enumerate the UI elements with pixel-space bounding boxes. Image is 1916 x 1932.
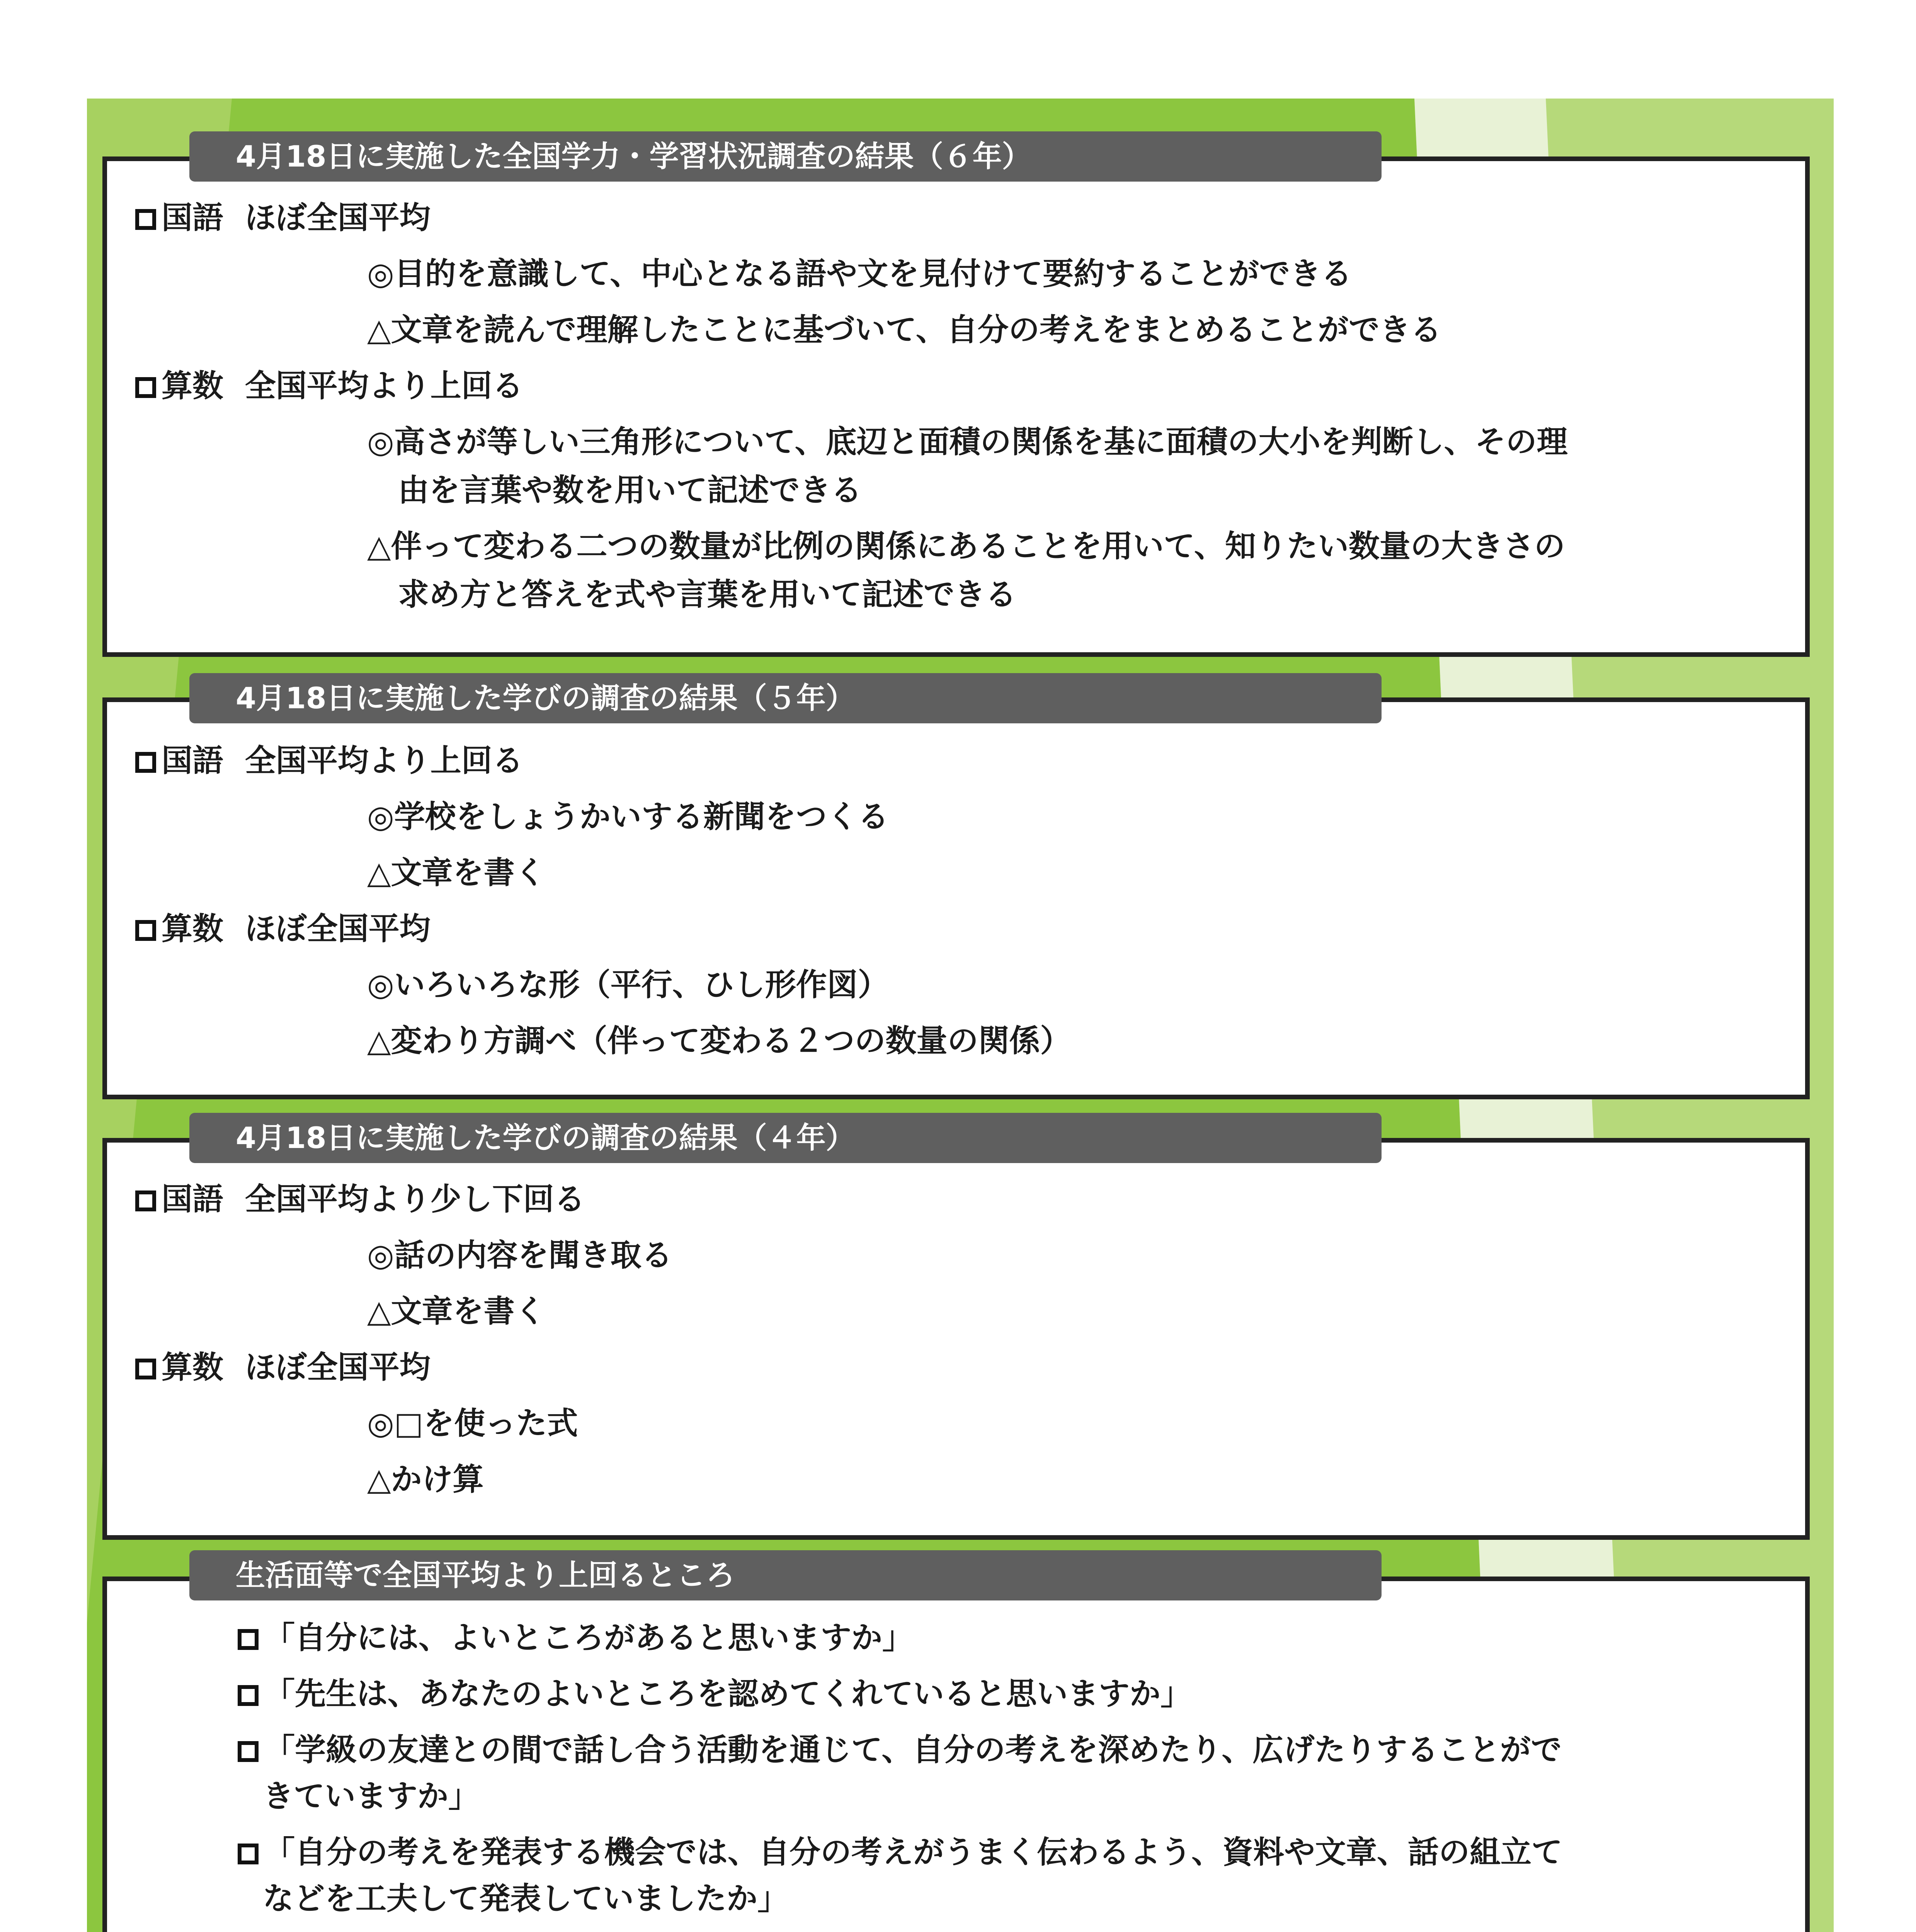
grade4-title: 4月18日に実施した学びの調査の結果（４年） <box>189 1113 1382 1163</box>
grade5-kokugo-weak: △文章を書く <box>367 855 546 891</box>
double-circle-icon: ◎ <box>367 1237 394 1273</box>
grade5-sansu-row: 算数 ほぼ全国平均 <box>135 912 431 946</box>
grade5-sansu-weak: △変わり方調べ（伴って変わる２つの数量の関係） <box>367 1023 1071 1059</box>
grade5-kokugo-row: 国語 全国平均より上回る <box>135 744 523 778</box>
life-item-cont: きていますか」 <box>263 1778 479 1814</box>
grade6-sansu-weak: △伴って変わる二つの数量が比例の関係にあることを用いて、知りたい数量の大きさの <box>367 528 1565 564</box>
grade4-kokugo-row: 国語 全国平均より少し下回る <box>135 1182 585 1216</box>
checkbox-icon <box>135 1190 156 1211</box>
triangle-icon: △ <box>367 855 391 891</box>
grade5-sansu-good: ◎いろいろな形（平行、ひし形作図） <box>367 967 889 1003</box>
grade6-sansu-row: 算数 全国平均より上回る <box>135 369 523 403</box>
checkbox-icon <box>135 752 156 773</box>
checkbox-icon <box>238 1741 259 1762</box>
grade6-sansu-good-cont: 由を言葉や数を用いて記述できる <box>398 472 862 508</box>
checkbox-icon <box>238 1629 259 1650</box>
double-circle-icon: ◎ <box>367 424 394 460</box>
life-title: 生活面等で全国平均より上回るところ <box>189 1550 1382 1600</box>
grade6-title: 4月18日に実施した全国学力・学習状況調査の結果（６年） <box>189 131 1382 182</box>
life-item: 「自分の考えを発表する機会では、自分の考えがうまく伝わるよう、資料や文章、話の組立て <box>238 1835 1562 1869</box>
grade4-kokugo-good: ◎話の内容を聞き取る <box>367 1237 672 1273</box>
double-circle-icon: ◎ <box>367 1405 394 1441</box>
triangle-icon: △ <box>367 528 391 564</box>
grade6-kokugo-good: ◎目的を意識して、中心となる語や文を見付けて要約することができる <box>367 256 1352 292</box>
checkbox-icon <box>135 1359 156 1379</box>
grade4-sansu-weak: △かけ算 <box>367 1461 484 1497</box>
triangle-icon: △ <box>367 312 391 348</box>
triangle-icon: △ <box>367 1461 391 1497</box>
double-circle-icon: ◎ <box>367 799 394 835</box>
grade6-kokugo-weak: △文章を読んで理解したことに基づいて、自分の考えをまとめることができる <box>367 312 1441 348</box>
life-item: 「学級の友達との間で話し合う活動を通じて、自分の考えを深めたり、広げたりすることがで <box>238 1733 1562 1767</box>
grade6-sansu-weak-cont: 求め方と答えを式や言葉を用いて記述できる <box>398 577 1016 612</box>
grade4-kokugo-weak: △文章を書く <box>367 1293 546 1329</box>
checkbox-icon <box>238 1685 259 1706</box>
life-item-cont: などを工夫して発表していましたか」 <box>263 1881 788 1917</box>
triangle-icon: △ <box>367 1293 391 1329</box>
grade6-kokugo-row: 国語 ほぼ全国平均 <box>135 201 431 235</box>
life-item: 「自分には、よいところがあると思いますか」 <box>238 1621 913 1655</box>
life-item: 「先生は、あなたのよいところを認めてくれていると思いますか」 <box>238 1677 1191 1711</box>
grade5-title: 4月18日に実施した学びの調査の結果（５年） <box>189 673 1382 723</box>
checkbox-icon <box>135 377 156 398</box>
double-circle-icon: ◎ <box>367 256 394 292</box>
checkbox-icon <box>135 209 156 230</box>
grade6-sansu-good: ◎高さが等しい三角形について、底辺と面積の関係を基に面積の大小を判断し、その理 <box>367 424 1568 460</box>
grade4-sansu-row: 算数 ほぼ全国平均 <box>135 1350 431 1384</box>
checkbox-icon <box>238 1844 259 1864</box>
double-circle-icon: ◎ <box>367 967 394 1003</box>
grade4-sansu-good: ◎□を使った式 <box>367 1405 578 1441</box>
grade5-kokugo-good: ◎学校をしょうかいする新聞をつくる <box>367 799 889 835</box>
checkbox-icon <box>135 920 156 941</box>
triangle-icon: △ <box>367 1023 391 1059</box>
